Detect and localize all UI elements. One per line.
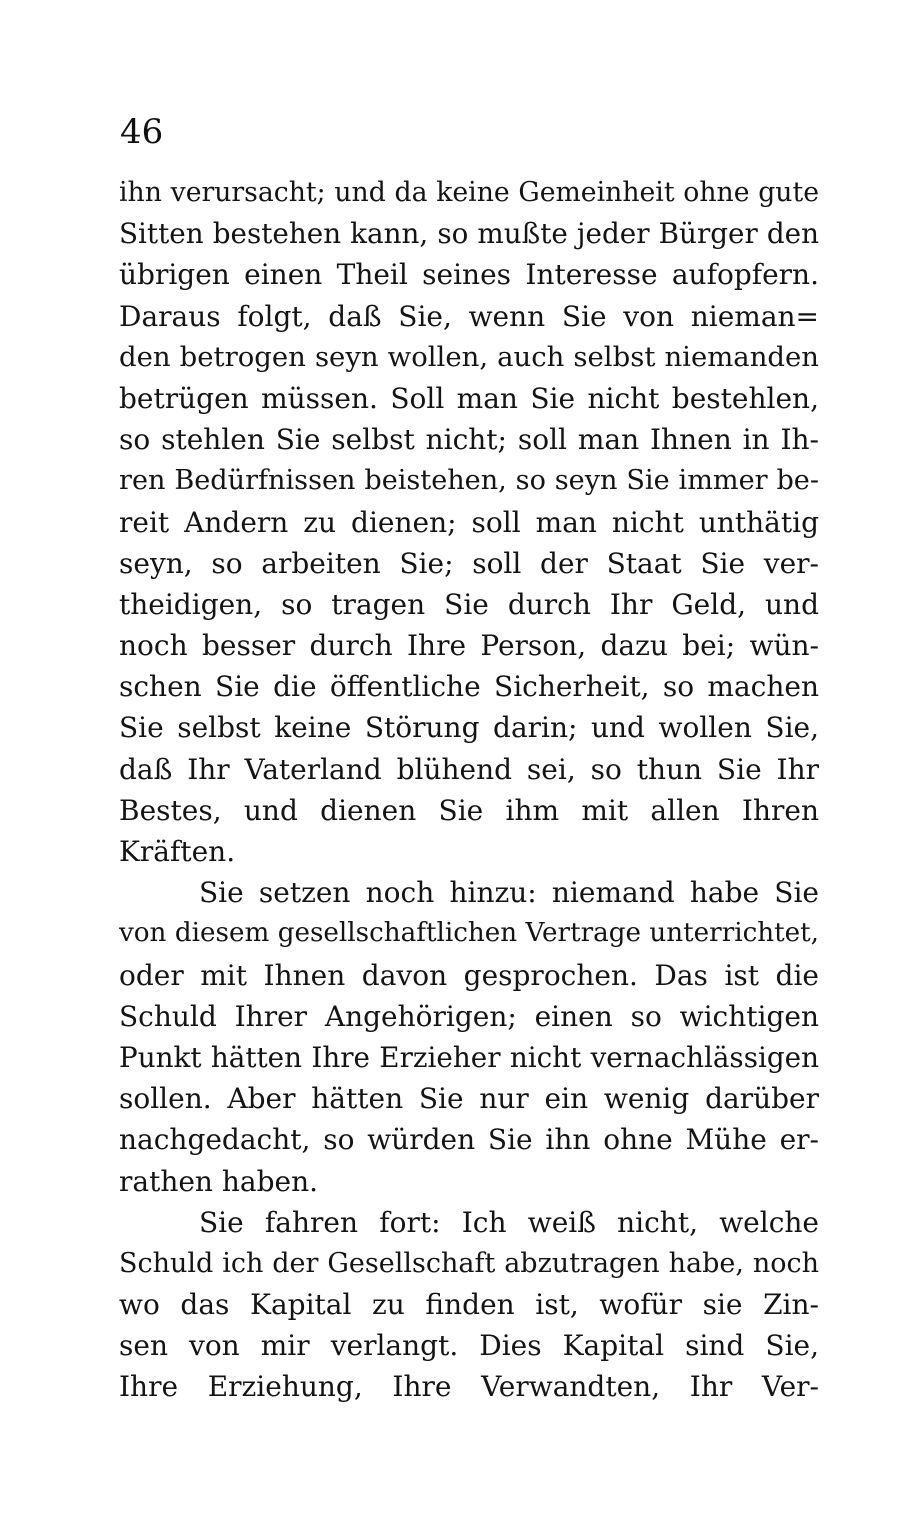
text-line: wo das Kapital zu finden ist, wofür sie Zin- [119, 1288, 819, 1322]
text-line: ren Bedürfnissen beistehen, so seyn Sie immer be- [119, 465, 819, 497]
text-line: Ihre Erziehung, Ihre Verwandten, Ihr Ver- [119, 1370, 819, 1404]
text-line: schen Sie die öffentliche Sicherheit, so machen [119, 670, 819, 704]
text-line: den betrogen seyn wollen, auch selbst niemanden [119, 340, 819, 373]
text-line: nachgedacht, so würden Sie ihn ohne Mühe er- [119, 1123, 819, 1157]
text-line: Schuld ich der Gesellschaft abzutragen habe, noch [119, 1247, 819, 1279]
text-line: übrigen einen Theil seines Interesse aufopfern. [119, 258, 819, 292]
text-line: noch besser durch Ihre Person, dazu bei; wün- [119, 629, 819, 663]
text-line: betrügen müssen. Soll man Sie nicht bestehlen, [119, 381, 819, 415]
text-line: Sitten bestehen kann, so mußte jeder Bürger den [119, 217, 819, 251]
text-line: Bestes, und dienen Sie ihm mit allen Ihren [119, 793, 819, 827]
text-line: seyn, so arbeiten Sie; soll der Staat Sie ver- [119, 546, 819, 580]
body-text [119, 172, 819, 1408]
text-line: theidigen, so tragen Sie durch Ihr Geld, und [119, 587, 819, 621]
text-line: von diesem gesellschaftlichen Vertrage unterrichtet, [119, 918, 819, 949]
text-line: reit Andern zu dienen; soll man nicht unthätig [119, 505, 819, 539]
text-line: sen von mir verlangt. Dies Kapital sind Sie, [119, 1329, 819, 1363]
text-line: sollen. Aber hätten Sie nur ein wenig darüber [119, 1082, 819, 1116]
paragraph-end-line: rathen haben. [119, 1164, 319, 1198]
text-line: Punkt hätten Ihre Erzieher nicht vernachlässigen [119, 1040, 819, 1074]
text-line: Schuld Ihrer Angehörigen; einen so wichtigen [119, 999, 819, 1033]
text-line: Daraus folgt, daß Sie, wenn Sie von nieman= [119, 299, 819, 333]
paragraph-start-line: Sie fahren fort: Ich weiß nicht, welche [199, 1205, 819, 1239]
text-line: ihn verursacht; und da keine Gemeinheit ohne gute [119, 177, 819, 208]
text-line: Sie selbst keine Störung darin; und wollen Sie, [119, 711, 819, 745]
text-line: daß Ihr Vaterland blühend sei, so thun Sie Ihr [119, 752, 819, 786]
text-line: so stehlen Sie selbst nicht; soll man Ihnen in Ih- [119, 423, 819, 457]
page-number: 46 [120, 112, 164, 152]
paragraph-end-line: Kräften. [119, 835, 236, 868]
text-line: oder mit Ihnen davon gesprochen. Das ist die [119, 958, 819, 992]
paragraph-start-line: Sie setzen noch hinzu: niemand habe Sie [199, 876, 819, 910]
